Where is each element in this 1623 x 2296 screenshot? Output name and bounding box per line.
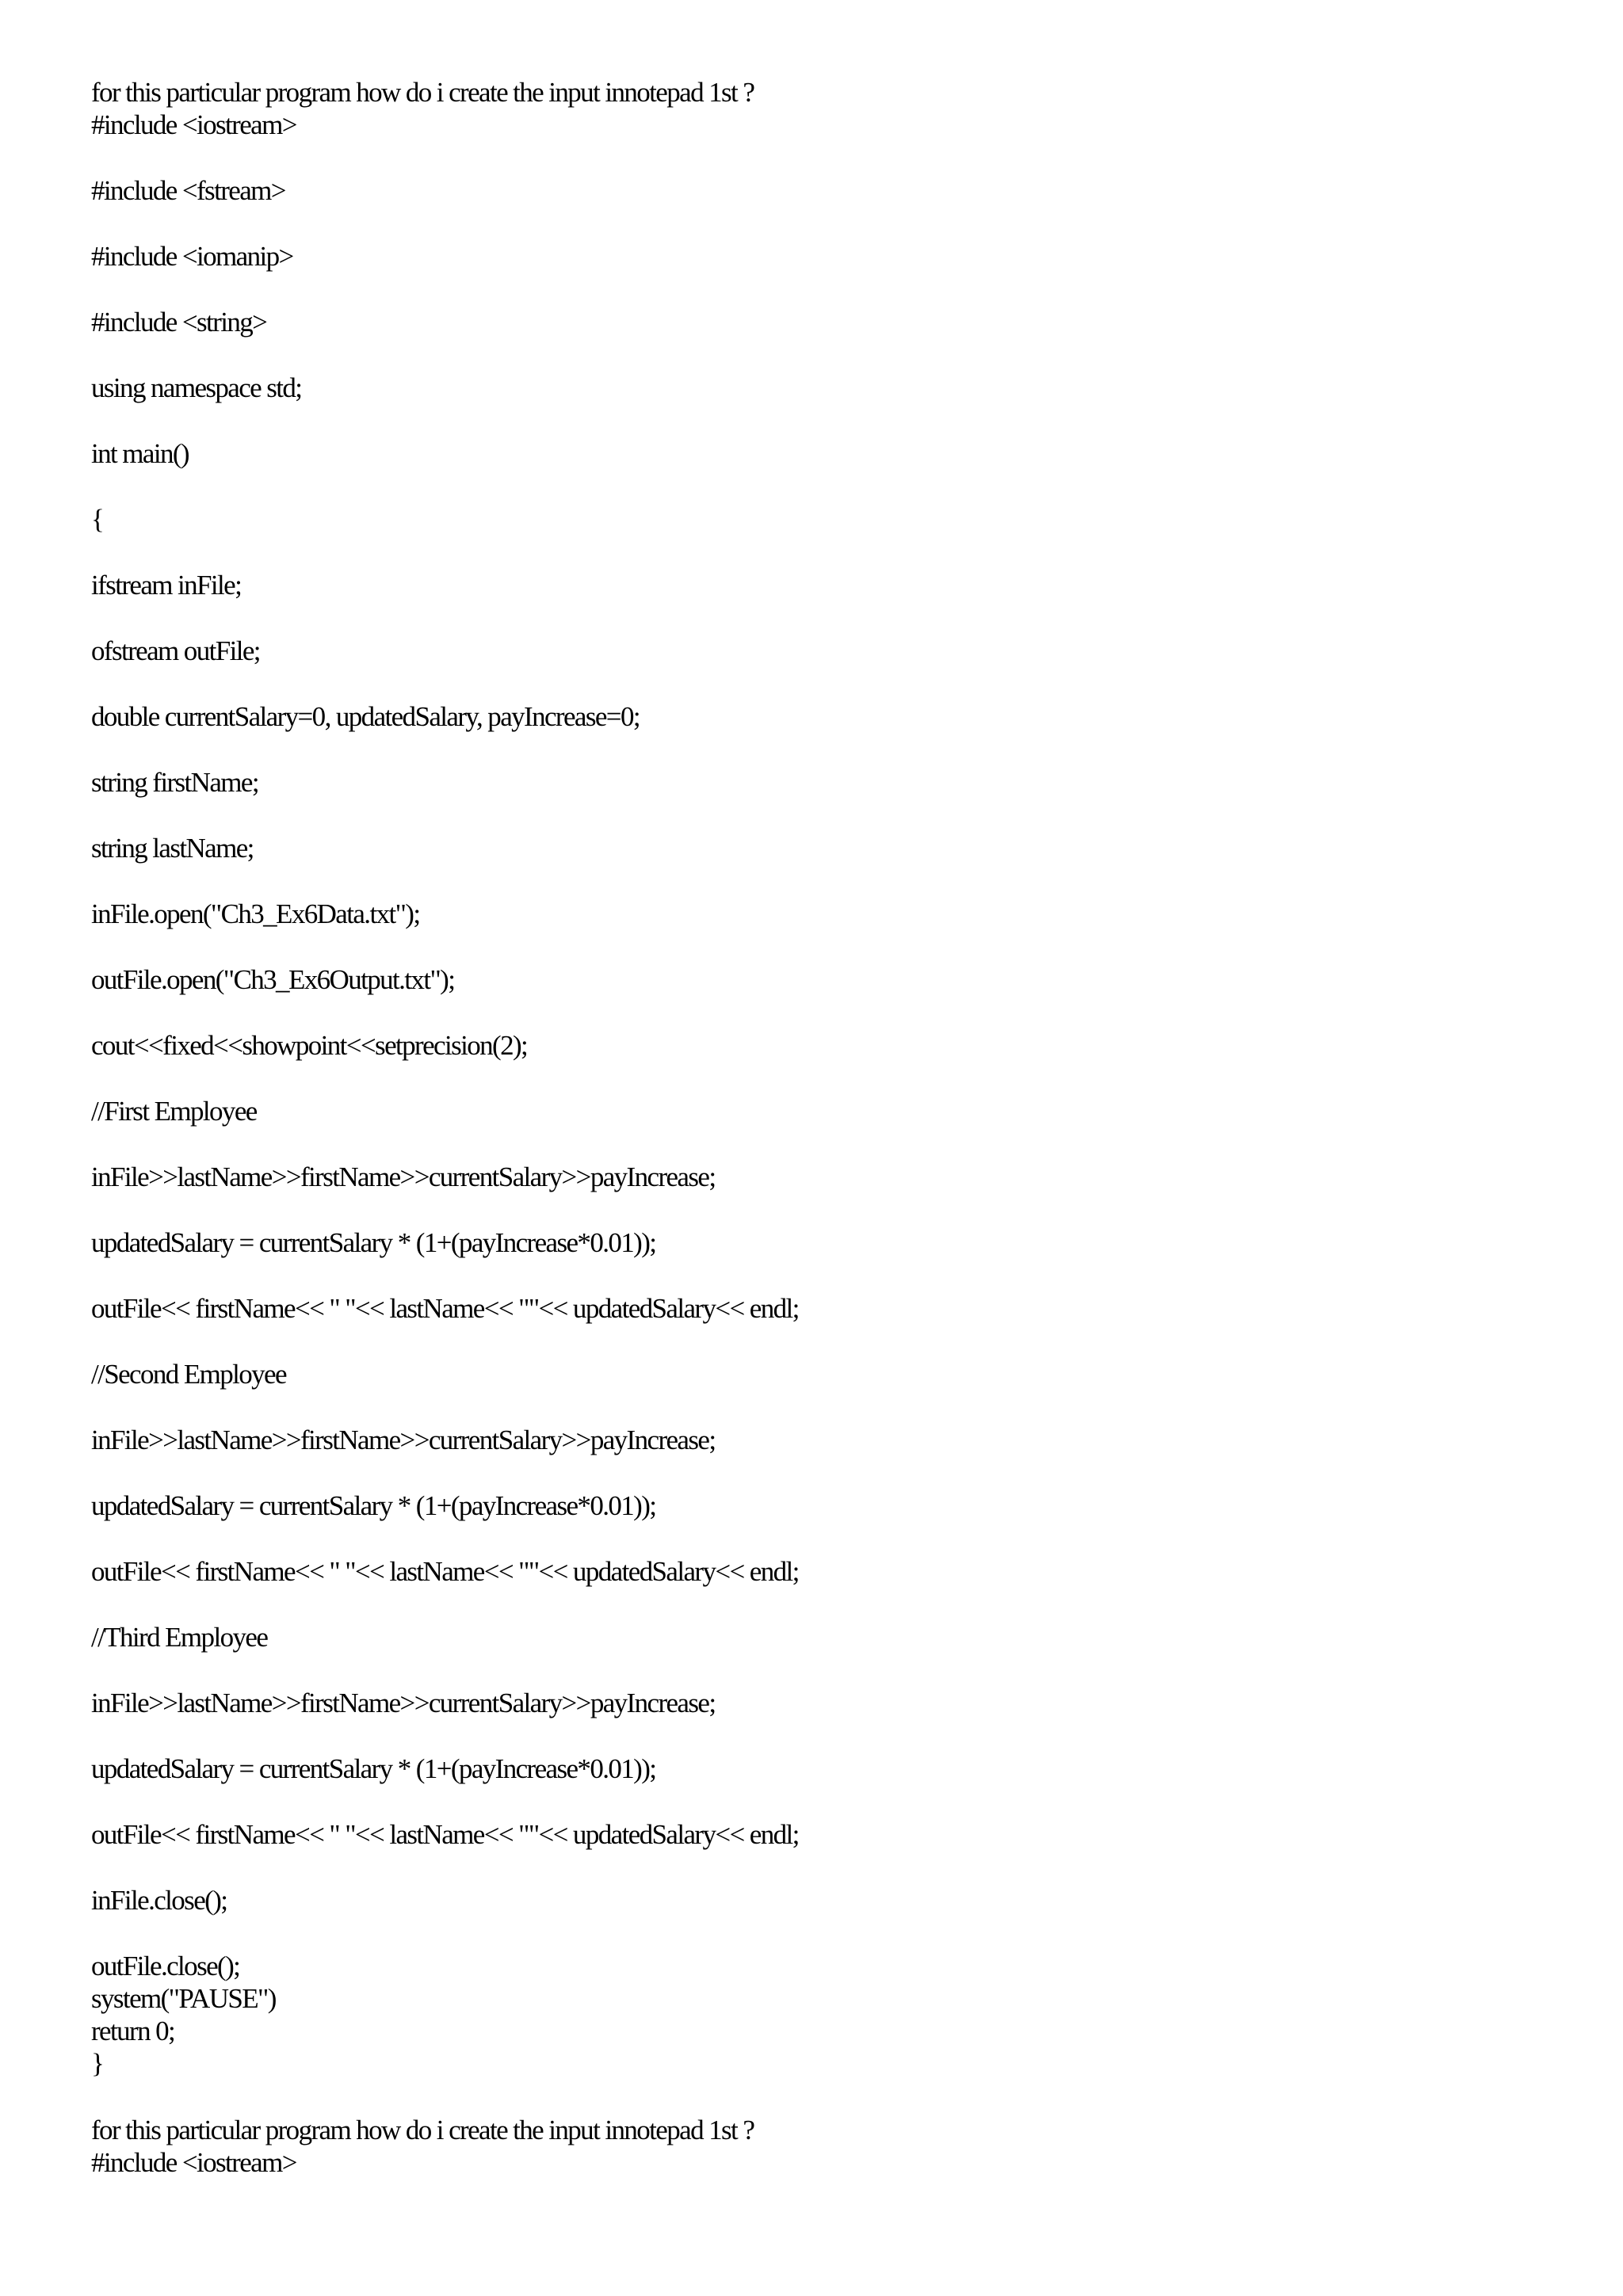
code-line: string lastName; [91,833,254,864]
code-line: system("PAUSE") [91,1983,276,2014]
code-line: inFile>>lastName>>firstName>>currentSalary>>payIncrease; [91,1161,716,1192]
code-line: outFile<< firstName<< " "<< lastName<< ""<< updatedSalary<< endl; [91,1556,799,1587]
code-line: inFile.open("Ch3_Ex6Data.txt"); [91,898,420,929]
code-line: outFile.open("Ch3_Ex6Output.txt"); [91,964,455,995]
code-comment: //Second Employee [91,1359,286,1390]
code-line: ifstream inFile; [91,570,242,601]
code-line: #include <iomanip> [91,241,293,272]
code-line: double currentSalary=0, updatedSalary, payIncrease=0; [91,701,640,732]
question-text: for this particular program how do i create the input innotepad 1st ? [91,2115,754,2145]
code-line: { [91,504,104,535]
code-line: #include <string> [91,307,267,338]
code-line: return 0; [91,2016,175,2046]
code-line: cout<<fixed<<showpoint<<setprecision(2); [91,1030,528,1061]
code-line: #include <iostream> [91,2147,296,2178]
code-line: outFile.close(); [91,1951,240,1981]
code-line: inFile.close(); [91,1885,227,1916]
code-line: #include <iostream> [91,109,296,140]
code-line: inFile>>lastName>>firstName>>currentSalary>>payIncrease; [91,1688,716,1718]
code-line: outFile<< firstName<< " "<< lastName<< ""<< updatedSalary<< endl; [91,1819,799,1850]
code-line: int main() [91,438,189,469]
code-line: using namespace std; [91,372,302,403]
code-line: updatedSalary = currentSalary * (1+(payIncrease*0.01)); [91,1227,656,1258]
code-line: inFile>>lastName>>firstName>>currentSalary>>payIncrease; [91,1425,716,1455]
code-line: ofstream outFile; [91,635,260,666]
code-line: updatedSalary = currentSalary * (1+(payIncrease*0.01)); [91,1490,656,1521]
document-body [91,76,1518,2179]
code-line: outFile<< firstName<< " "<< lastName<< ""<< updatedSalary<< endl; [91,1293,799,1324]
question-text: for this particular program how do i create the input innotepad 1st ? [91,77,754,108]
code-line: string firstName; [91,767,258,798]
code-line: } [91,2048,104,2079]
code-line: #include <fstream> [91,175,285,206]
code-comment: //First Employee [91,1096,257,1127]
code-comment: //Third Employee [91,1622,268,1653]
code-line: updatedSalary = currentSalary * (1+(payIncrease*0.01)); [91,1753,656,1784]
